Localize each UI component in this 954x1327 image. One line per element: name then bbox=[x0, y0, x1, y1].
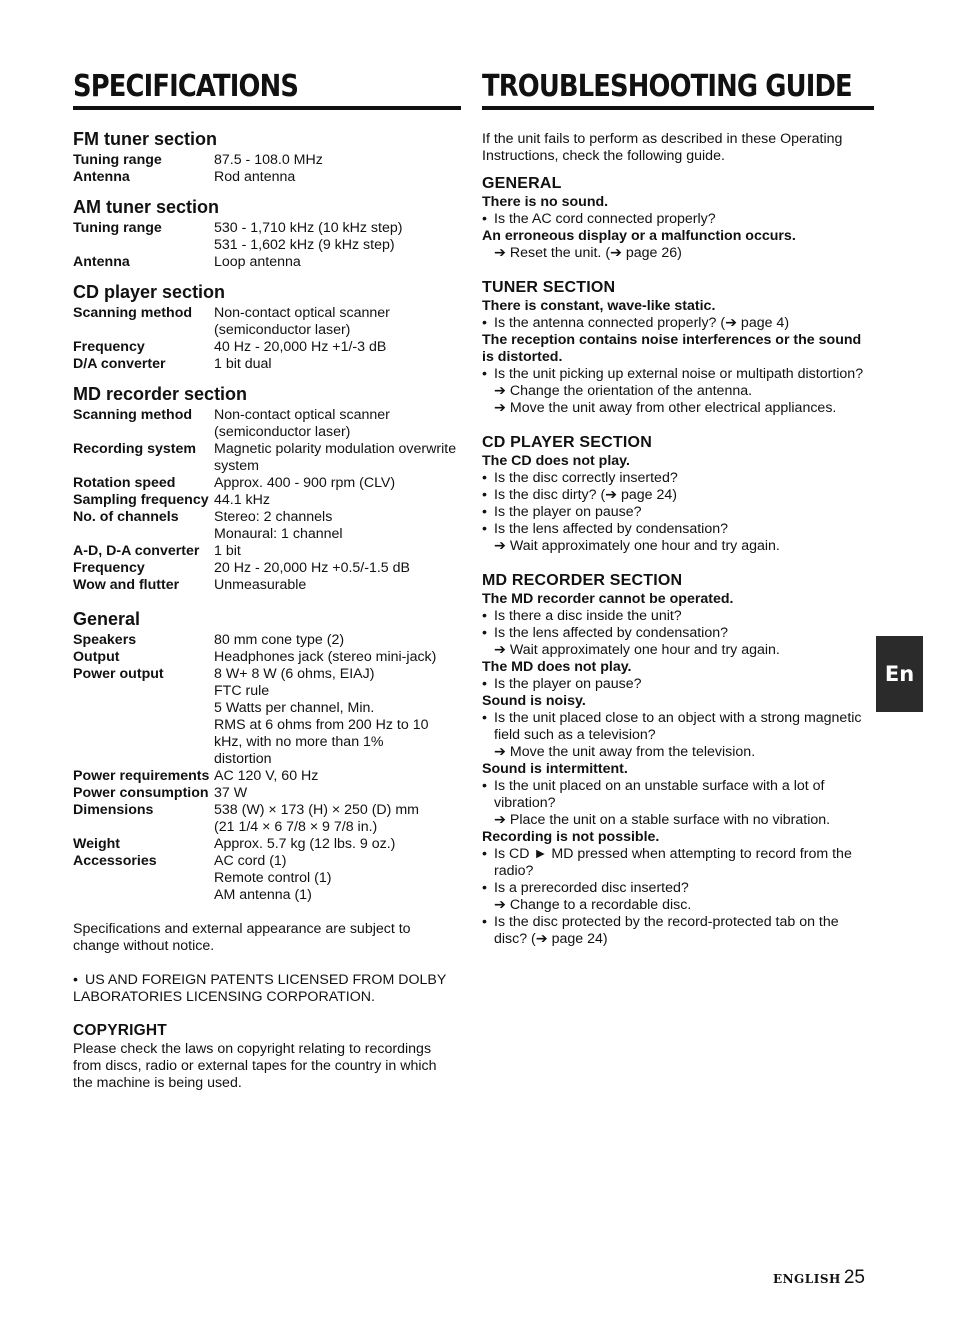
problem-heading: The reception contains noise interferences or the sound is distorted. bbox=[482, 332, 862, 365]
arrow-icon: ➔ bbox=[494, 383, 506, 399]
spec-value-line: 40 Hz - 20,000 Hz +1/-3 dB bbox=[214, 339, 387, 355]
spec-value bbox=[214, 768, 461, 785]
spec-value-line: Remote control (1) bbox=[214, 870, 332, 886]
check-item: • Is the player on pause? bbox=[482, 676, 874, 693]
spec-row bbox=[73, 853, 461, 904]
spec-value-line: AC 120 V, 60 Hz bbox=[214, 768, 319, 784]
spec-value-line: (semiconductor laser) bbox=[214, 424, 351, 440]
spec-value bbox=[214, 802, 461, 836]
spec-value-line: system bbox=[214, 458, 259, 474]
action-line bbox=[482, 642, 874, 659]
spec-value-line: FTC rule bbox=[214, 683, 270, 699]
intro-line: Instructions, check the following guide. bbox=[482, 148, 725, 164]
spec-value bbox=[214, 560, 461, 577]
spec-value bbox=[214, 475, 461, 492]
troubleshooting-body bbox=[482, 131, 874, 948]
spec-label: Power output bbox=[73, 666, 164, 682]
section-heading: GENERAL bbox=[482, 175, 562, 192]
spec-row bbox=[73, 492, 461, 509]
notice-line: Specifications and external appearance are subject to bbox=[73, 921, 411, 937]
spec-value-line: Headphones jack (stereo mini-jack) bbox=[214, 649, 437, 665]
spec-value bbox=[214, 836, 461, 853]
spec-row bbox=[73, 152, 461, 169]
spec-value-line: 1 bit dual bbox=[214, 356, 272, 372]
spec-label: No. of channels bbox=[73, 509, 179, 525]
spec-label: Output bbox=[73, 649, 120, 665]
patent-notice bbox=[73, 972, 461, 1006]
spec-row bbox=[73, 254, 461, 271]
spec-label: Tuning range bbox=[73, 220, 162, 236]
spec-value bbox=[214, 543, 461, 560]
spec-value bbox=[214, 407, 461, 441]
spec-value-line: Loop antenna bbox=[214, 254, 301, 270]
spec-value-line: 44.1 kHz bbox=[214, 492, 270, 508]
spec-value-line: RMS at 6 ohms from 200 Hz to 10 bbox=[214, 717, 429, 733]
spec-row bbox=[73, 305, 461, 339]
spec-value-line: Rod antenna bbox=[214, 169, 296, 185]
spec-value-line: kHz, with no more than 1% bbox=[214, 734, 384, 750]
action-text: Move the unit away from other electrical appliances. bbox=[509, 400, 837, 416]
spec-value-line: Non-contact optical scanner bbox=[214, 407, 390, 423]
spec-value-line: 538 (W) × 173 (H) × 250 (D) mm bbox=[214, 802, 419, 818]
intro-text bbox=[482, 131, 874, 165]
title-rule bbox=[73, 106, 461, 110]
spec-value-line: Approx. 400 - 900 rpm (CLV) bbox=[214, 475, 396, 491]
spec-value bbox=[214, 649, 461, 666]
section-heading: MD RECORDER SECTION bbox=[482, 572, 683, 589]
check-item: • Is there a disc inside the unit? bbox=[482, 608, 874, 625]
section-heading: CD player section bbox=[73, 282, 226, 302]
check-item: • Is the antenna connected properly? (➔ page 4) bbox=[482, 315, 874, 332]
check-item: • Is the disc dirty? (➔ page 24) bbox=[482, 487, 874, 504]
action-text: Wait approximately one hour and try again. bbox=[509, 642, 780, 658]
action-text: Move the unit away from the television. bbox=[509, 744, 756, 760]
check-item: • Is the lens affected by condensation? bbox=[482, 521, 874, 538]
spec-row bbox=[73, 577, 461, 594]
spec-value-line: (21 1/4 × 6 7/8 × 9 7/8 in.) bbox=[214, 819, 378, 835]
action-text: Wait approximately one hour and try again. bbox=[509, 538, 780, 554]
spec-value bbox=[214, 632, 461, 649]
spec-value-line: Approx. 5.7 kg (12 lbs. 9 oz.) bbox=[214, 836, 396, 852]
patent-line: LABORATORIES LICENSING CORPORATION. bbox=[73, 989, 375, 1005]
spec-value-line: 80 mm cone type (2) bbox=[214, 632, 345, 648]
copyright-heading: COPYRIGHT bbox=[73, 1022, 167, 1039]
notice-text bbox=[73, 921, 461, 955]
spec-label: Power requirements bbox=[73, 768, 210, 784]
spec-label: Frequency bbox=[73, 560, 145, 576]
problem-heading: An erroneous display or a malfunction occurs. bbox=[482, 228, 796, 244]
intro-line: If the unit fails to perform as described in these Operating bbox=[482, 131, 843, 147]
problem-heading: There is no sound. bbox=[482, 194, 609, 210]
check-item: • Is the unit placed on an unstable surface with a lot of vibration? bbox=[482, 778, 874, 812]
spec-value bbox=[214, 152, 461, 169]
spec-row bbox=[73, 785, 461, 802]
spec-row bbox=[73, 836, 461, 853]
spec-row bbox=[73, 802, 461, 836]
spec-value-line: AC cord (1) bbox=[214, 853, 287, 869]
spec-value-line: Magnetic polarity modulation overwrite bbox=[214, 441, 457, 457]
spec-row bbox=[73, 356, 461, 373]
action-line bbox=[482, 744, 874, 761]
section-heading: MD recorder section bbox=[73, 384, 248, 404]
spec-value bbox=[214, 169, 461, 186]
check-item: • Is the AC cord connected properly? bbox=[482, 211, 874, 228]
spec-row bbox=[73, 220, 461, 254]
spec-value-line: Monaural: 1 channel bbox=[214, 526, 343, 542]
spec-label: Wow and flutter bbox=[73, 577, 180, 593]
patent-line: US AND FOREIGN PATENTS LICENSED FROM DOLBY bbox=[85, 972, 447, 988]
arrow-icon: ➔ bbox=[494, 538, 506, 554]
footer-language: ENGLISH bbox=[772, 1272, 841, 1286]
spec-label: Antenna bbox=[73, 169, 130, 185]
spec-row bbox=[73, 169, 461, 186]
specifications-title: SPECIFICATIONS bbox=[73, 69, 299, 104]
spec-value bbox=[214, 492, 461, 509]
spec-value-line: 5 Watts per channel, Min. bbox=[214, 700, 375, 716]
spec-row bbox=[73, 632, 461, 649]
problem-heading: The CD does not play. bbox=[482, 453, 630, 469]
spec-value-line: 530 - 1,710 kHz (10 kHz step) bbox=[214, 220, 403, 236]
specifications-column bbox=[73, 70, 461, 1092]
check-item: • Is the disc protected by the record-protected tab on the disc? (➔ page 24) bbox=[482, 914, 874, 948]
spec-label: Speakers bbox=[73, 632, 137, 648]
section-heading: CD PLAYER SECTION bbox=[482, 434, 652, 451]
action-line bbox=[482, 897, 874, 914]
spec-label: Dimensions bbox=[73, 802, 154, 818]
spec-value-line: 8 W+ 8 W (6 ohms, EIAJ) bbox=[214, 666, 375, 682]
problem-heading: There is constant, wave-like static. bbox=[482, 298, 716, 314]
action-line bbox=[482, 245, 874, 262]
copyright-text bbox=[73, 1041, 461, 1092]
action-line bbox=[482, 383, 874, 400]
check-item: • Is the disc correctly inserted? bbox=[482, 470, 874, 487]
spec-value bbox=[214, 356, 461, 373]
problem-heading: The MD does not play. bbox=[482, 659, 632, 675]
check-item: • Is the unit placed close to an object with a strong magnetic field such as a television? bbox=[482, 710, 874, 744]
spec-value bbox=[214, 254, 461, 271]
spec-value bbox=[214, 577, 461, 594]
arrow-icon: ➔ bbox=[494, 642, 506, 658]
spec-label: Power consumption bbox=[73, 785, 209, 801]
troubleshooting-title: TROUBLESHOOTING GUIDE bbox=[482, 69, 852, 104]
spec-row bbox=[73, 560, 461, 577]
spec-value-line: 1 bit bbox=[214, 543, 241, 559]
check-item: • Is the player on pause? bbox=[482, 504, 874, 521]
spec-label: Accessories bbox=[73, 853, 157, 869]
spec-value-line: Stereo: 2 channels bbox=[214, 509, 333, 525]
spec-value-line: 87.5 - 108.0 MHz bbox=[214, 152, 323, 168]
spec-value-line: Unmeasurable bbox=[214, 577, 307, 593]
copyright-line: the machine is being used. bbox=[73, 1075, 242, 1091]
spec-value bbox=[214, 220, 461, 254]
arrow-icon: ➔ bbox=[494, 744, 506, 760]
spec-value-line: distortion bbox=[214, 751, 272, 767]
section-heading: FM tuner section bbox=[73, 129, 218, 149]
action-text: Reset the unit. (➔ page 26) bbox=[509, 245, 682, 261]
spec-value-line: 20 Hz - 20,000 Hz +0.5/-1.5 dB bbox=[214, 560, 410, 576]
problem-heading: Sound is noisy. bbox=[482, 693, 586, 709]
spec-row bbox=[73, 768, 461, 785]
spec-row bbox=[73, 543, 461, 560]
spec-label: A-D, D-A converter bbox=[73, 543, 200, 559]
problem-heading: Sound is intermittent. bbox=[482, 761, 628, 777]
page-number: 25 bbox=[843, 1267, 865, 1288]
troubleshooting-column bbox=[482, 70, 874, 948]
notice-line: change without notice. bbox=[73, 938, 215, 954]
spec-label: Rotation speed bbox=[73, 475, 176, 491]
check-item: • Is CD ► MD pressed when attempting to record from the radio? bbox=[482, 846, 874, 880]
language-tab-label: En bbox=[884, 662, 915, 686]
specifications-body bbox=[73, 128, 461, 1092]
problem-heading: The MD recorder cannot be operated. bbox=[482, 591, 734, 607]
spec-label: Scanning method bbox=[73, 407, 193, 423]
problem-heading: Recording is not possible. bbox=[482, 829, 660, 845]
title-rule bbox=[482, 106, 874, 110]
spec-label: Antenna bbox=[73, 254, 130, 270]
spec-value bbox=[214, 509, 461, 543]
action-line bbox=[482, 812, 874, 829]
spec-row bbox=[73, 509, 461, 543]
spec-label: Weight bbox=[73, 836, 121, 852]
spec-label: Tuning range bbox=[73, 152, 162, 168]
action-text: Change to a recordable disc. bbox=[509, 897, 692, 913]
spec-value-line: Non-contact optical scanner bbox=[214, 305, 390, 321]
arrow-icon: ➔ bbox=[494, 897, 506, 913]
spec-row bbox=[73, 339, 461, 356]
section-heading: TUNER SECTION bbox=[482, 279, 616, 296]
spec-label: Sampling frequency bbox=[73, 492, 209, 508]
spec-label: Frequency bbox=[73, 339, 145, 355]
spec-label: Recording system bbox=[73, 441, 196, 457]
spec-row bbox=[73, 666, 461, 768]
check-item: • Is the lens affected by condensation? bbox=[482, 625, 874, 642]
spec-label: D/A converter bbox=[73, 356, 166, 372]
check-item: • Is the unit picking up external noise or multipath distortion? bbox=[482, 366, 874, 383]
arrow-icon: ➔ bbox=[494, 400, 506, 416]
spec-row bbox=[73, 407, 461, 441]
spec-label: Scanning method bbox=[73, 305, 193, 321]
arrow-icon: ➔ bbox=[494, 245, 506, 261]
action-line bbox=[482, 400, 874, 417]
section-heading: General bbox=[73, 609, 141, 629]
language-tab bbox=[876, 636, 923, 712]
spec-value bbox=[214, 305, 461, 339]
check-item: • Is a prerecorded disc inserted? bbox=[482, 880, 874, 897]
spec-value bbox=[214, 441, 461, 475]
spec-value bbox=[214, 785, 461, 802]
action-text: Place the unit on a stable surface with no vibration. bbox=[509, 812, 831, 828]
spec-value-line: (semiconductor laser) bbox=[214, 322, 351, 338]
action-text: Change the orientation of the antenna. bbox=[509, 383, 753, 399]
section-heading: AM tuner section bbox=[73, 197, 220, 217]
spec-value bbox=[214, 853, 461, 904]
spec-row bbox=[73, 475, 461, 492]
action-line bbox=[482, 538, 874, 555]
spec-value-line: 531 - 1,602 kHz (9 kHz step) bbox=[214, 237, 395, 253]
spec-value-line: 37 W bbox=[214, 785, 248, 801]
copyright-line: from discs, radio or external tapes for the country in which bbox=[73, 1058, 437, 1074]
spec-row bbox=[73, 649, 461, 666]
page-footer bbox=[773, 1267, 865, 1289]
spec-value bbox=[214, 666, 461, 768]
spec-value bbox=[214, 339, 461, 356]
spec-value-line: AM antenna (1) bbox=[214, 887, 312, 903]
arrow-icon: ➔ bbox=[494, 812, 506, 828]
spec-row bbox=[73, 441, 461, 475]
copyright-line: Please check the laws on copyright relating to recordings bbox=[73, 1041, 432, 1057]
